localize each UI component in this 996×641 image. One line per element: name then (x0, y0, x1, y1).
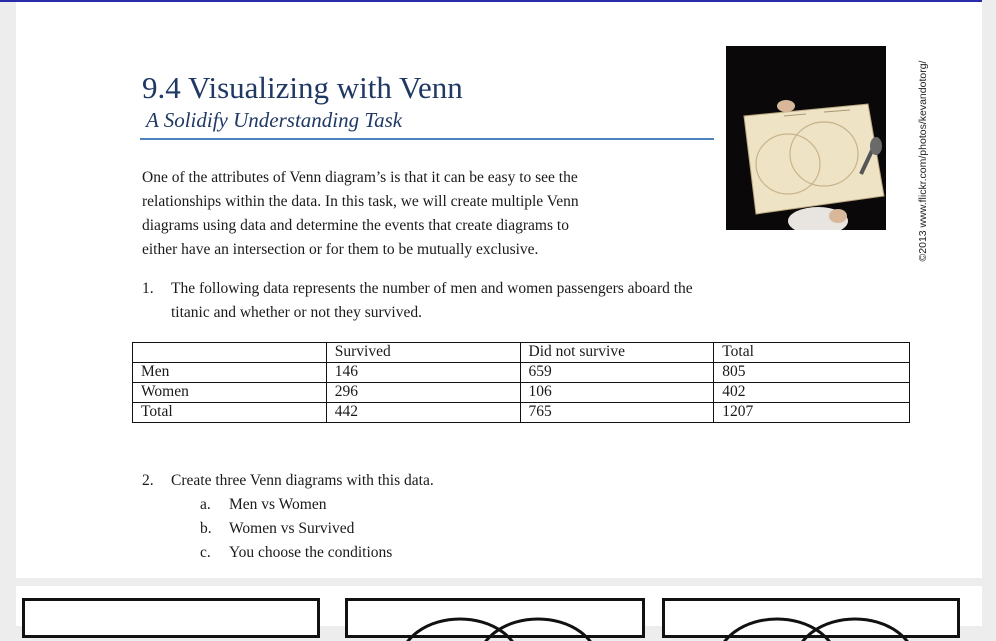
question-1-line: titanic and whether or not they survived. (171, 304, 422, 321)
intro-line: relationships within the data. In this task, we will create multiple Venn (142, 193, 579, 210)
intro-paragraph (142, 166, 702, 262)
table-header-cell: Total (714, 343, 910, 363)
table-cell: 442 (326, 403, 520, 423)
list-item-marker: b. (200, 520, 212, 537)
table-cell: 296 (326, 383, 520, 403)
venn-circles-2 (348, 601, 648, 641)
table-cell: Women (133, 383, 327, 403)
venn-circles-3 (665, 601, 963, 641)
titanic-table (132, 342, 910, 423)
question-1-number: 1. (142, 280, 154, 297)
table-cell: 659 (520, 363, 714, 383)
intro-line: One of the attributes of Venn diagram’s is that it can be easy to see the (142, 169, 578, 186)
table-cell: 106 (520, 383, 714, 403)
intro-line: either have an intersection or for them to be mutually exclusive. (142, 241, 539, 258)
photo-credit (917, 40, 929, 282)
table-row (133, 403, 910, 423)
intro-line: diagrams using data and determine the events that create diagrams to (142, 217, 569, 234)
venn-box-3 (662, 598, 960, 638)
table-cell: 146 (326, 363, 520, 383)
table-cell: 765 (520, 403, 714, 423)
table-cell: Men (133, 363, 327, 383)
table-row (133, 363, 910, 383)
table-header-row (133, 343, 910, 363)
table-row (133, 383, 910, 403)
table-cell: 402 (714, 383, 910, 403)
page-title: 9.4 Visualizing with Venn (142, 70, 463, 105)
page-subtitle: A Solidify Understanding Task (146, 108, 403, 132)
list-item: You choose the conditions (229, 544, 393, 561)
venn-photo-drawing (726, 46, 886, 230)
venn-box-2 (345, 598, 645, 638)
venn-box-1 (22, 598, 320, 638)
question-1-line: The following data represents the number of men and women passengers aboard the (171, 280, 693, 297)
list-item: Men vs Women (229, 496, 327, 513)
list-item-marker: c. (200, 544, 211, 561)
table-cell: 805 (714, 363, 910, 383)
title-underline (140, 138, 714, 140)
list-item-marker: a. (200, 496, 211, 513)
table-header-cell (133, 343, 327, 363)
table-cell: 1207 (714, 403, 910, 423)
list-item: Women vs Survived (229, 520, 355, 537)
photo-credit-text: ©2013 www.flickr.com/photos/kevandotorg/ (917, 60, 929, 262)
question-2-text: Create three Venn diagrams with this data. (171, 472, 434, 489)
venn-photo (726, 46, 886, 230)
question-2-number: 2. (142, 472, 154, 489)
table-header-cell: Survived (326, 343, 520, 363)
table-header-cell: Did not survive (520, 343, 714, 363)
table-cell: Total (133, 403, 327, 423)
